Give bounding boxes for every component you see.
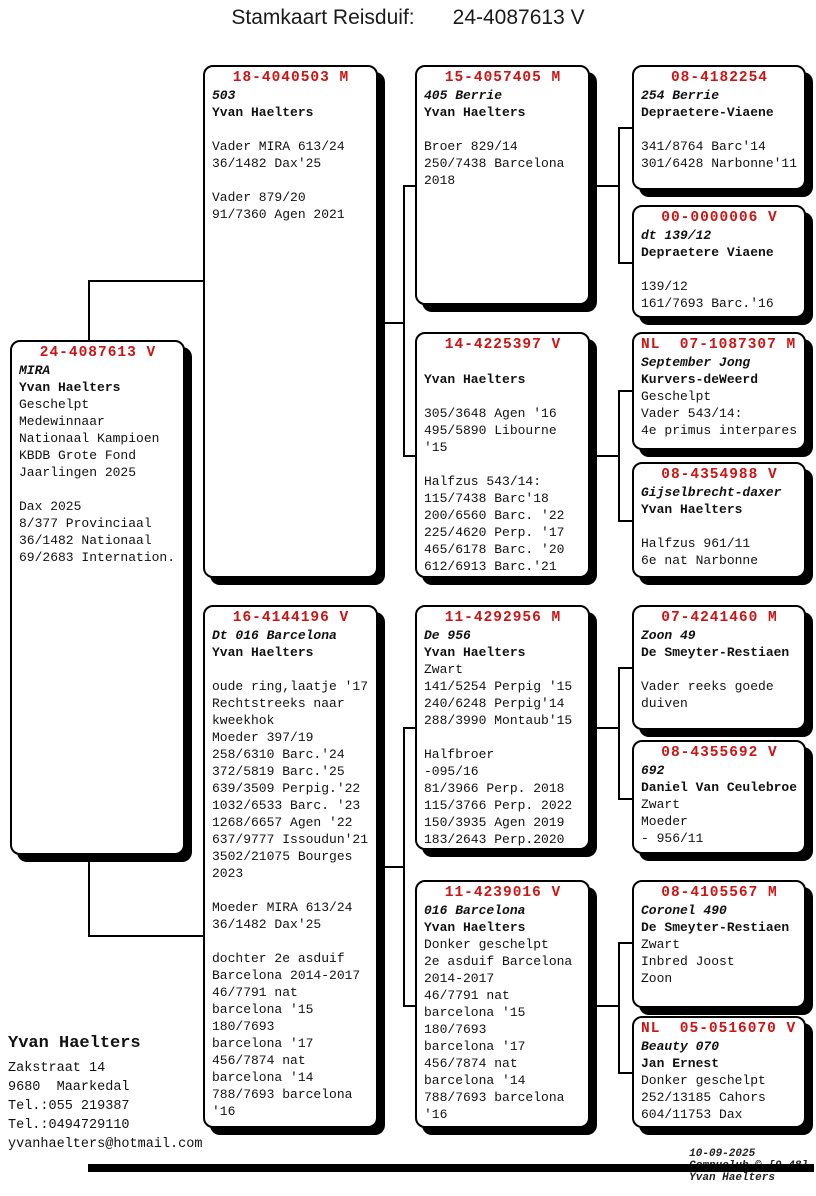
- result-line: Rechtstreeks naar: [212, 696, 345, 711]
- result-line: 456/7874 nat: [424, 1056, 518, 1071]
- result-line: [19, 481, 177, 498]
- result-line: Broer 829/14: [424, 139, 518, 154]
- pigeon-name: 016 Barcelona: [424, 903, 526, 918]
- fancier-address-lines: [8, 1059, 202, 1154]
- connector-line: [618, 390, 632, 392]
- result-line: Moeder: [641, 814, 688, 829]
- connector-line: [403, 1005, 415, 1007]
- result-line: 225/4620 Perp. '17: [424, 525, 565, 540]
- result-line: 612/6913 Barc.'21: [424, 559, 557, 574]
- owner-name: Yvan Haelters: [19, 380, 121, 395]
- result-line: oude ring,laatje '17: [212, 679, 369, 694]
- owner-name: Daniel Van Ceulebroe: [641, 780, 798, 795]
- result-line: [212, 933, 370, 950]
- owner-name: Kurvers-deWeerd: [641, 372, 759, 387]
- connector-line: [593, 185, 618, 187]
- result-line: Inbred Joost: [641, 954, 735, 969]
- result-line: 637/9777 Issoudun'21: [212, 832, 369, 847]
- page-title: [0, 6, 816, 30]
- connector-line: [618, 1072, 632, 1074]
- ring-number-title: 24-4087613 V: [39, 345, 157, 361]
- result-line: Vader MIRA 613/24: [212, 139, 345, 154]
- pedigree-box-great-grandparent-6: [632, 740, 806, 854]
- result-line: 258/6310 Barc.'24: [212, 747, 345, 762]
- pigeon-name: Gijselbrecht-daxer: [641, 485, 782, 500]
- ring-number-title: 15-4057405 M: [444, 70, 562, 86]
- connector-line: [618, 127, 620, 264]
- result-line: 46/7791 nat: [424, 988, 510, 1003]
- owner-name: Yvan Haelters: [424, 372, 526, 387]
- connector-line: [618, 798, 632, 800]
- result-line: 240/6248 Perpig'14: [424, 696, 565, 711]
- result-line: 183/2643 Perp.2020: [424, 832, 565, 847]
- result-line: barcelona '15: [424, 1005, 526, 1020]
- connector-line: [618, 942, 632, 944]
- owner-name: De Smeyter-Restiaen: [641, 920, 790, 935]
- ring-number-title: 08-4105567 M: [661, 885, 778, 901]
- result-line: [424, 456, 582, 473]
- text-line: yvanhaelters@hotmail.com: [8, 1137, 203, 1152]
- pedigree-box-father: [203, 65, 378, 578]
- page-title-label: Stamkaart Reisduif:: [231, 6, 415, 29]
- pigeon-name: September Jong: [641, 355, 751, 370]
- pedigree-box-great-grandparent-3: [632, 332, 806, 450]
- connector-line: [618, 667, 632, 669]
- connector-line: [378, 322, 403, 324]
- result-line: [212, 882, 370, 899]
- footer-owner: Yvan Haelters: [689, 1172, 775, 1184]
- result-line: 139/12: [641, 279, 688, 294]
- result-line: 1268/6657 Agen '22: [212, 815, 353, 830]
- connector-line: [403, 455, 415, 457]
- connector-line: [618, 390, 620, 522]
- ring-number-title: 08-4182254: [670, 70, 768, 86]
- pedigree-box-grandfather-maternal: [415, 605, 590, 850]
- pigeon-name: Beauty 070: [641, 1039, 720, 1054]
- owner-name: Depraetere Viaene: [641, 245, 774, 260]
- result-line: 2014-2017: [424, 971, 495, 986]
- connector-line: [88, 853, 90, 937]
- result-line: Medewinnaar: [19, 414, 105, 429]
- pigeon-name: Coronel 490: [641, 903, 727, 918]
- result-line: 8/377 Provinciaal: [19, 516, 152, 531]
- result-line: Halfzus 961/11: [641, 536, 751, 551]
- result-line: [641, 518, 798, 535]
- result-line: Geschelpt: [19, 397, 90, 412]
- result-line: [424, 729, 582, 746]
- ring-number-title: 08-4355692 V: [661, 745, 778, 761]
- result-line: Zwart: [641, 797, 681, 812]
- owner-name: Depraetere-Viaene: [641, 105, 774, 120]
- pigeon-name: 692: [641, 763, 665, 778]
- result-line: 150/3935 Agen 2019: [424, 815, 565, 830]
- result-line: barcelona '17: [424, 1039, 526, 1054]
- ring-number-title: 08-4354988 V: [661, 467, 778, 483]
- connector-line: [618, 520, 632, 522]
- result-line: 115/7438 Barc'18: [424, 491, 549, 506]
- result-line: [641, 261, 798, 278]
- result-line: 1032/6533 Barc. '23: [212, 798, 361, 813]
- pigeon-name: Dt 016 Barcelona: [212, 628, 337, 643]
- result-line: 36/1482 Nationaal: [19, 533, 152, 548]
- connector-line: [593, 455, 618, 457]
- result-line: 46/7791 nat: [212, 985, 298, 1000]
- pedigree-box-grandmother-paternal: [415, 332, 590, 578]
- connector-line: [618, 262, 632, 264]
- result-line: Geschelpt: [641, 389, 712, 404]
- page-title-ring-number: 24-4087613 V: [452, 6, 585, 29]
- result-line: 91/7360 Agen 2021: [212, 207, 345, 222]
- pigeon-name: [424, 354, 582, 371]
- result-line: 180/7693: [212, 1019, 275, 1034]
- result-line: 3502/21075 Bourges: [212, 849, 353, 864]
- result-line: Zwart: [641, 937, 681, 952]
- ring-number-title: NL 07-1087307 M: [641, 337, 797, 353]
- result-line: 115/3766 Perp. 2022: [424, 798, 573, 813]
- result-line: 288/3990 Montaub'15: [424, 713, 573, 728]
- pedigree-box-great-grandparent-4: [632, 462, 806, 578]
- connector-line: [593, 1005, 618, 1007]
- result-line: Moeder 397/19: [212, 730, 314, 745]
- connector-line: [593, 727, 618, 729]
- fancier-name: Yvan Haelters: [8, 1034, 141, 1053]
- result-line: 36/1482 Dax'25: [212, 156, 322, 171]
- result-line: barcelona '15: [212, 1002, 314, 1017]
- pigeon-name: De 956: [424, 628, 471, 643]
- result-line: 341/8764 Barc'14: [641, 139, 766, 154]
- result-line: 495/5890 Libourne: [424, 423, 557, 438]
- result-line: kweekhok: [212, 713, 275, 728]
- owner-name: Yvan Haelters: [212, 105, 314, 120]
- connector-line: [403, 727, 415, 729]
- result-line: 639/3509 Perpig.'22: [212, 781, 361, 796]
- result-line: '16: [424, 1107, 448, 1122]
- pedigree-box-mother: [203, 605, 378, 1128]
- result-line: - 956/11: [641, 831, 704, 846]
- result-line: 252/13185 Cahors: [641, 1090, 766, 1105]
- ring-number-title: 11-4292956 M: [444, 610, 562, 626]
- result-line: 456/7874 nat: [212, 1053, 306, 1068]
- ring-number-title: 11-4239016 V: [444, 885, 562, 901]
- pedigree-box-subject: [10, 340, 185, 855]
- ring-number-title: 00-0000006 V: [661, 210, 778, 226]
- result-line: dochter 2e asduif: [212, 951, 345, 966]
- pigeon-name: MIRA: [19, 363, 51, 378]
- result-line: 161/7693 Barc.'16: [641, 296, 774, 311]
- result-line: barcelona '14: [212, 1070, 314, 1085]
- text-line: 9680 Maarkedal: [8, 1080, 130, 1095]
- result-line: Vader reeks goede: [641, 679, 774, 694]
- connector-line: [403, 185, 405, 457]
- result-line: [212, 661, 370, 678]
- result-line: -095/16: [424, 764, 479, 779]
- owner-name: Yvan Haelters: [212, 645, 314, 660]
- result-line: 81/3966 Perp. 2018: [424, 781, 565, 796]
- connector-line: [403, 727, 405, 1007]
- result-line: 2018: [424, 173, 456, 188]
- result-line: 2023: [212, 866, 244, 881]
- pigeon-name: 405 Berrie: [424, 88, 503, 103]
- pigeon-name: 254 Berrie: [641, 88, 720, 103]
- ring-number-title: NL 05-0516070 V: [641, 1021, 797, 1037]
- result-line: 69/2683 Internation.: [19, 550, 176, 565]
- result-line: 788/7693 barcelona: [424, 1090, 565, 1105]
- owner-name: Jan Ernest: [641, 1056, 720, 1071]
- result-line: barcelona '17: [212, 1036, 314, 1051]
- result-line: Moeder MIRA 613/24: [212, 900, 353, 915]
- connector-line: [618, 667, 620, 800]
- connector-line: [88, 280, 203, 282]
- result-line: KBDB Grote Fond: [19, 448, 137, 463]
- result-line: 180/7693: [424, 1022, 487, 1037]
- pedigree-box-great-grandparent-5: [632, 605, 806, 730]
- result-line: 465/6178 Barc. '20: [424, 542, 565, 557]
- result-line: Zwart: [424, 662, 464, 677]
- result-line: Zoon: [641, 971, 673, 986]
- result-line: '15: [424, 440, 448, 455]
- result-line: [424, 388, 582, 405]
- ring-number-title: 18-4040503 M: [232, 70, 350, 86]
- result-line: [641, 661, 798, 678]
- ring-number-title: 14-4225397 V: [444, 337, 562, 353]
- result-line: [212, 172, 370, 189]
- result-line: 788/7693 barcelona: [212, 1087, 353, 1102]
- owner-name: De Smeyter-Restiaen: [641, 645, 790, 660]
- pedigree-box-great-grandparent-1: [632, 65, 806, 190]
- result-line: 141/5254 Perpig '15: [424, 679, 573, 694]
- result-line: 301/6428 Narbonne'11: [641, 156, 798, 171]
- connector-line: [618, 942, 620, 1074]
- owner-name: Yvan Haelters: [424, 645, 526, 660]
- result-line: Vader 543/14:: [641, 406, 743, 421]
- result-line: 305/3648 Agen '16: [424, 406, 557, 421]
- ring-number-title: 16-4144196 V: [232, 610, 350, 626]
- result-line: Dax 2025: [19, 499, 82, 514]
- result-line: [641, 121, 798, 138]
- result-line: duiven: [641, 696, 688, 711]
- connector-line: [88, 280, 90, 342]
- pedigree-box-great-grandparent-2: [632, 205, 806, 318]
- result-line: Donker geschelpt: [641, 1073, 766, 1088]
- connector-line: [88, 935, 203, 937]
- result-line: Vader 879/20: [212, 190, 306, 205]
- pedigree-box-grandmother-maternal: [415, 880, 590, 1128]
- text-line: Zakstraat 14: [8, 1061, 106, 1076]
- pedigree-box-great-grandparent-8: [632, 1016, 806, 1128]
- pigeon-name: dt 139/12: [641, 228, 712, 243]
- connector-line: [618, 127, 632, 129]
- result-line: Halfzus 543/14:: [424, 474, 542, 489]
- connector-line: [403, 185, 415, 187]
- result-line: Donker geschelpt: [424, 937, 549, 952]
- footer-date: 10-09-2025: [689, 1148, 756, 1160]
- owner-name: Yvan Haelters: [424, 920, 526, 935]
- result-line: Jaarlingen 2025: [19, 465, 137, 480]
- fancier-address-block: [8, 1033, 202, 1154]
- pedigree-box-great-grandparent-7: [632, 880, 806, 1008]
- result-line: 372/5819 Barc.'25: [212, 764, 345, 779]
- result-line: [424, 121, 582, 138]
- ring-number-title: 07-4241460 M: [661, 610, 778, 626]
- result-line: 36/1482 Dax'25: [212, 917, 322, 932]
- result-line: 6e nat Narbonne: [641, 553, 759, 568]
- pedigree-box-grandfather-paternal: [415, 65, 590, 305]
- result-line: Halfbroer: [424, 747, 495, 762]
- pigeon-name: 503: [212, 88, 236, 103]
- owner-name: Yvan Haelters: [641, 502, 743, 517]
- result-line: 2e asduif Barcelona: [424, 954, 573, 969]
- result-line: 250/7438 Barcelona: [424, 156, 565, 171]
- result-line: [212, 121, 370, 138]
- result-line: 4e primus interpares: [641, 423, 798, 438]
- page-bottom-bar: [88, 1164, 814, 1172]
- result-line: Barcelona 2014-2017: [212, 968, 361, 983]
- result-line: barcelona '14: [424, 1073, 526, 1088]
- result-line: 200/6560 Barc. '22: [424, 508, 565, 523]
- connector-line: [378, 866, 403, 868]
- text-line: Tel.:0494729110: [8, 1118, 130, 1133]
- result-line: 604/11753 Dax: [641, 1107, 743, 1122]
- text-line: Tel.:055 219387: [8, 1099, 130, 1114]
- result-line: '16: [212, 1104, 236, 1119]
- result-line: Nationaal Kampioen: [19, 431, 160, 446]
- pigeon-name: Zoon 49: [641, 628, 696, 643]
- owner-name: Yvan Haelters: [424, 105, 526, 120]
